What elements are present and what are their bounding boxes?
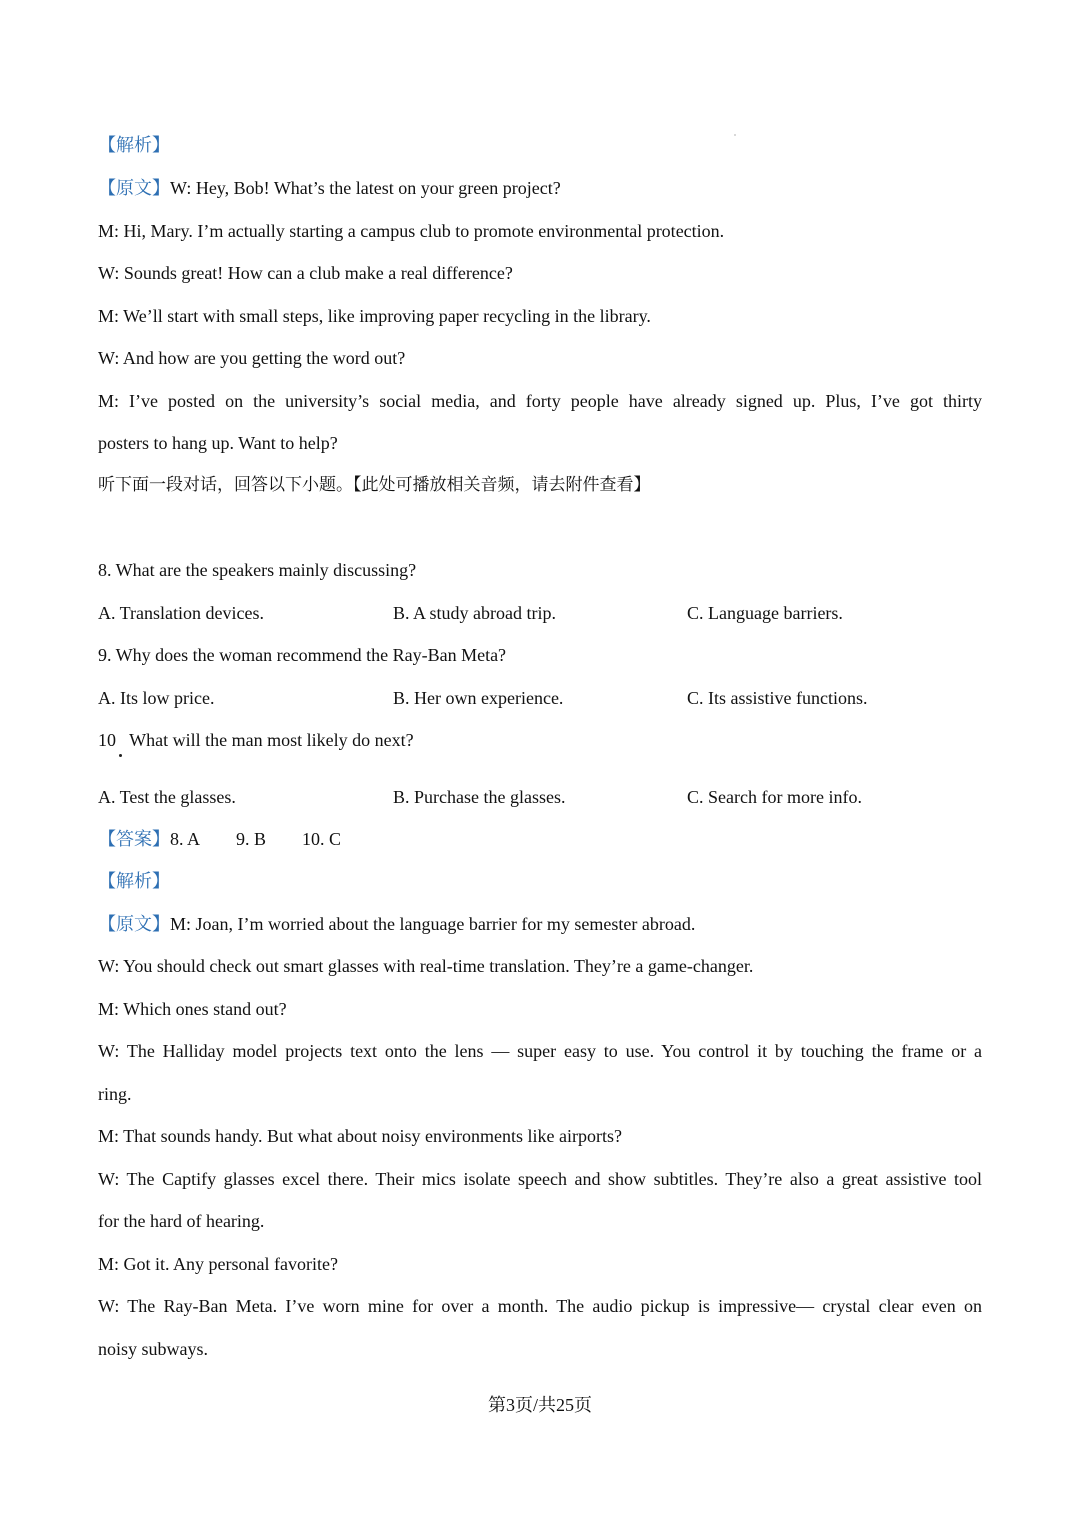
analysis-heading-1: 【解析】	[98, 135, 170, 155]
question-8-stem: 8. What are the speakers mainly discussing?	[98, 560, 417, 580]
transcript-line-2-2: M: Which ones stand out?	[98, 999, 287, 1019]
listening-instruction: 听下面一段对话，回答以下小题。【此处可播放相关音频，请去附件查看】	[98, 475, 651, 495]
question-9-option-a: A. Its low price.	[98, 688, 215, 708]
question-8-option-a: A. Translation devices.	[98, 603, 264, 623]
question-10-option-a: A. Test the glasses.	[98, 787, 236, 807]
answer-key	[98, 827, 982, 851]
transcript-line-2-7: for the hard of hearing.	[98, 1211, 265, 1231]
question-8-option-b: B. A study abroad trip.	[393, 603, 556, 623]
question-9-stem: 9. Why does the woman recommend the Ray-Ban Meta?	[98, 645, 507, 665]
transcript-line-1-6: posters to hang up. Want to help?	[98, 433, 338, 453]
transcript-line-2-5: M: That sounds handy. But what about noisy environments like airports?	[98, 1126, 622, 1146]
transcript-line-2-3: W: The Halliday model projects text onto the lens — super easy to use. You control it by touching the frame or a	[98, 1041, 982, 1061]
stray-dot	[119, 754, 122, 757]
page-number-footer: 第3页/共25页	[487, 1395, 592, 1415]
transcript-line-1-5: M: I’ve posted on the university’s social media, and forty people have already signed up. Plus, I’ve got thirty	[98, 391, 982, 411]
answer-item: 9. B	[236, 829, 267, 849]
transcript-line-1-4: W: And how are you getting the word out?	[98, 348, 406, 368]
transcript-line-1-3: M: We’ll start with small steps, like improving paper recycling in the library.	[98, 306, 651, 326]
transcript-label-1: 【原文】	[98, 178, 170, 198]
question-9-option-c: C. Its assistive functions.	[687, 688, 868, 708]
transcript-line-1-0	[98, 176, 982, 200]
transcript-label-2: 【原文】	[98, 914, 170, 934]
transcript-line-2-9: W: The Ray-Ban Meta. I’ve worn mine for over a month. The audio pickup is impressive— crystal clear even on	[98, 1296, 982, 1316]
transcript-line-2-6: W: The Captify glasses excel there. Their mics isolate speech and show subtitles. They’re also a great assistive tool	[98, 1169, 982, 1189]
transcript-line-2-10: noisy subways.	[98, 1339, 209, 1359]
answer-item: 8. A	[170, 829, 201, 849]
transcript-line-1-1: M: Hi, Mary. I’m actually starting a campus club to promote environmental protection.	[98, 221, 725, 241]
answer-label: 【答案】	[98, 829, 170, 849]
transcript-line-1-2: W: Sounds great! How can a club make a real difference?	[98, 263, 513, 283]
transcript-text: W: Hey, Bob! What’s the latest on your green project?	[170, 178, 561, 198]
analysis-heading-2: 【解析】	[98, 871, 170, 891]
question-10-option-b: B. Purchase the glasses.	[393, 787, 566, 807]
question-8-option-c: C. Language barriers.	[687, 603, 843, 623]
question-10-stem: 10 What will the man most likely do next?	[98, 730, 414, 750]
transcript-line-2-1: W: You should check out smart glasses with real-time translation. They’re a game-changer.	[98, 956, 754, 976]
transcript-line-2-4: ring.	[98, 1084, 132, 1104]
transcript-line-2-8: M: Got it. Any personal favorite?	[98, 1254, 338, 1274]
transcript-text: M: Joan, I’m worried about the language barrier for my semester abroad.	[170, 914, 696, 934]
answer-item: 10. C	[302, 829, 342, 849]
transcript-line-2-0	[98, 912, 982, 936]
question-10-option-c: C. Search for more info.	[687, 787, 862, 807]
question-9-option-b: B. Her own experience.	[393, 688, 564, 708]
